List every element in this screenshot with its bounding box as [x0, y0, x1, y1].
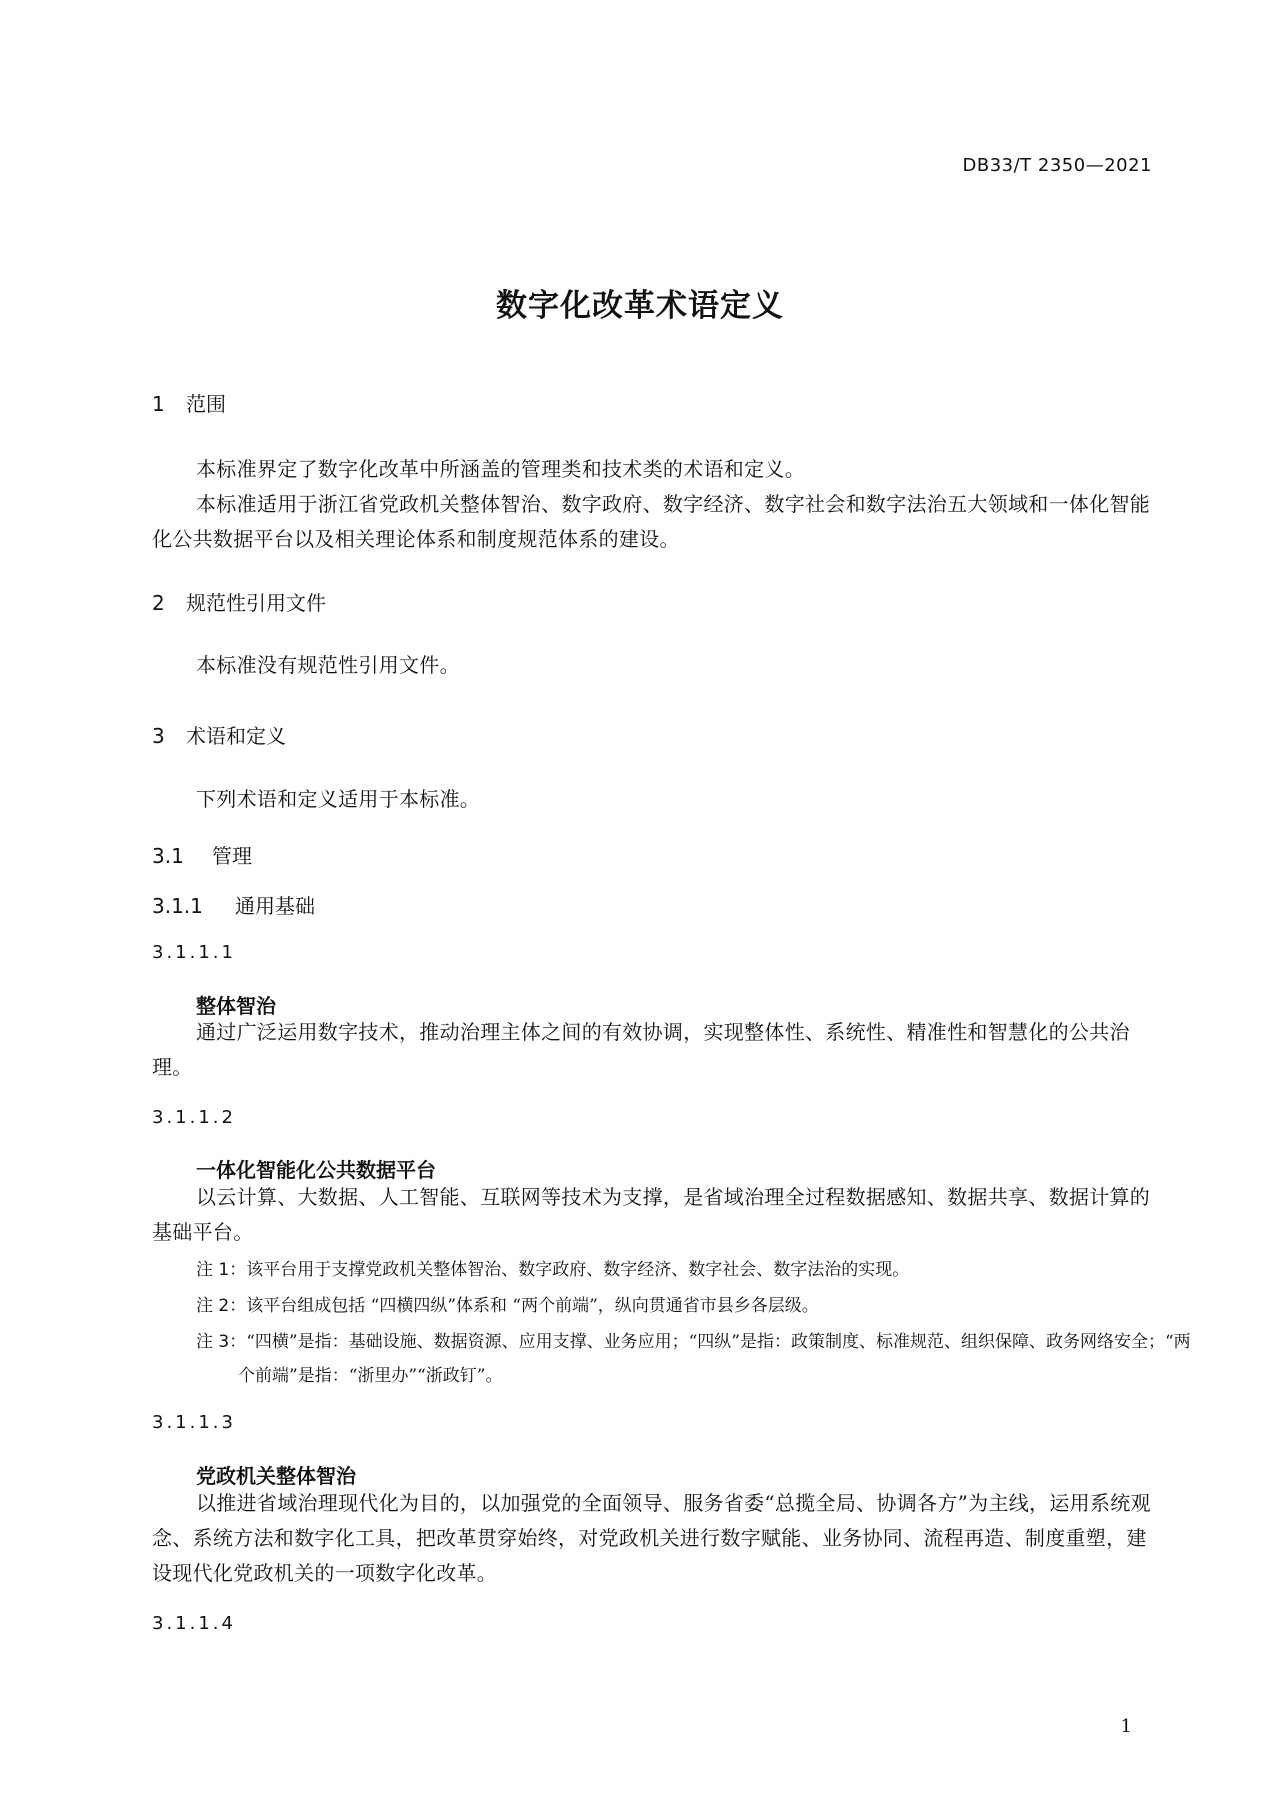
note-label: 注 2： — [196, 1296, 247, 1316]
term-number: 3.1.1.4 — [152, 1613, 236, 1634]
document-title: 数字化改革术语定义 — [496, 288, 784, 324]
section-3-1-1-heading — [152, 890, 315, 919]
term-definition: 以云计算、大数据、人工智能、互联网等技术为支撑，是省域治理全过程数据感知、数据共享、数据计算的基础平台。 — [152, 1185, 1151, 1244]
note-label: 注 1： — [196, 1260, 247, 1280]
section-3-1-heading — [152, 840, 252, 869]
note-label: 注 3： — [196, 1332, 247, 1352]
term-name: 整体智治 — [196, 994, 276, 1018]
term-definition: 通过广泛运用数字技术，推动治理主体之间的有效协调，实现整体性、系统性、精准性和智慧化的公共治理。 — [152, 1020, 1130, 1079]
section-title: 通用基础 — [235, 894, 315, 918]
note — [196, 1289, 1156, 1323]
note-text: “四横”是指：基础设施、数据资源、应用支撑、业务应用；“四纵”是指：政策制度、标准规范、组织保障、政务网络安全；“两个前端”是指：“浙里办”“浙政钉”。 — [238, 1332, 1191, 1386]
section-title: 范围 — [186, 392, 226, 416]
note — [196, 1253, 1156, 1287]
section-title: 术语和定义 — [186, 724, 286, 748]
section-number: 1 — [152, 392, 165, 416]
paragraph: 本标准适用于浙江省党政机关整体智治、数字政府、数字经济、数字社会和数字法治五大领域和一体化智能化公共数据平台以及相关理论体系和制度规范体系的建设。 — [152, 492, 1151, 551]
page-number: 1 — [1120, 1716, 1132, 1737]
term-name: 一体化智能化公共数据平台 — [196, 1158, 436, 1182]
term-number: 3.1.1.3 — [152, 1412, 236, 1433]
section-number: 3 — [152, 724, 165, 748]
note-text: 该平台用于支撑党政机关整体智治、数字政府、数字经济、数字社会、数字法治的实现。 — [246, 1260, 910, 1280]
section-number: 3.1.1 — [152, 894, 203, 918]
paragraph: 本标准没有规范性引用文件。 — [196, 653, 460, 677]
term-name: 党政机关整体智治 — [196, 1464, 356, 1488]
paragraph: 下列术语和定义适用于本标准。 — [196, 787, 481, 811]
section-number: 2 — [152, 591, 165, 615]
section-3-heading — [152, 720, 286, 749]
note — [196, 1325, 1198, 1393]
section-number: 3.1 — [152, 844, 184, 868]
standard-number: DB33/T 2350—2021 — [962, 155, 1152, 176]
section-2-heading — [152, 587, 326, 616]
note-text: 该平台组成包括 “四横四纵”体系和 “两个前端”，纵向贯通省市县乡各层级。 — [246, 1296, 819, 1316]
paragraph: 本标准界定了数字化改革中所涵盖的管理类和技术类的术语和定义。 — [196, 457, 805, 481]
section-1-heading — [152, 388, 226, 417]
term-definition: 以推进省域治理现代化为目的，以加强党的全面领导、服务省委“总揽全局、协调各方”为主线，运用系统观念、系统方法和数字化工具，把改革贯穿始终，对党政机关进行数字赋能、业务协同、流程再造、制度重塑，建设现代化党政机关的一项数字化改革。 — [152, 1491, 1151, 1585]
section-title: 规范性引用文件 — [186, 591, 326, 615]
term-number: 3.1.1.1 — [152, 942, 236, 963]
section-title: 管理 — [212, 844, 252, 868]
term-number: 3.1.1.2 — [152, 1107, 236, 1128]
